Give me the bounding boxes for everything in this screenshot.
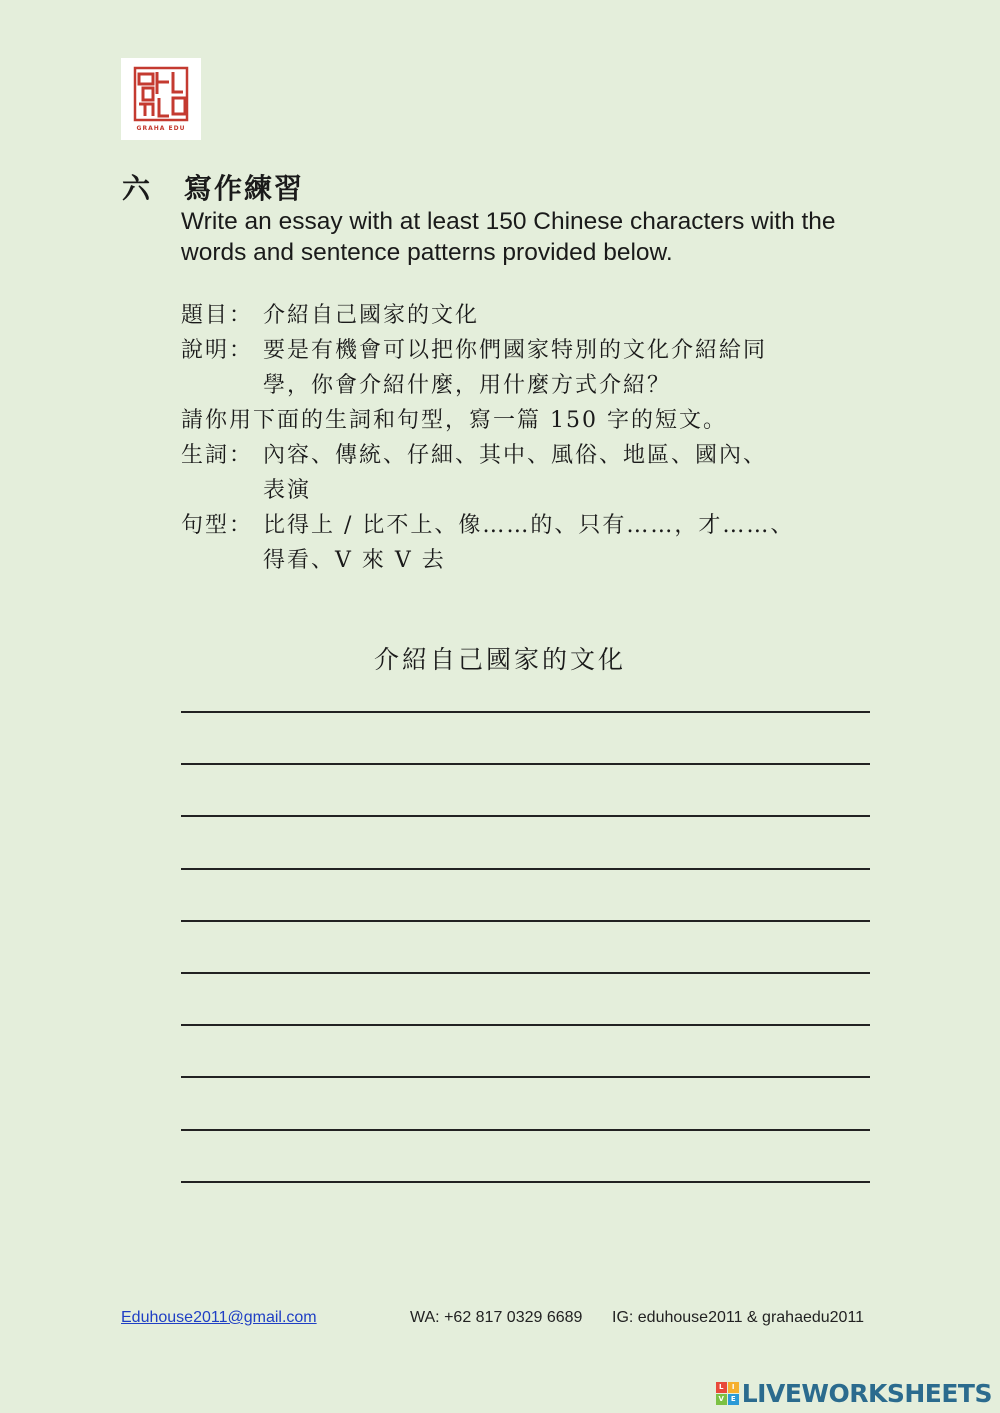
essay-title: 介紹自己國家的文化 — [373, 645, 626, 674]
liveworksheets-watermark — [716, 1377, 992, 1409]
instagram-contact: IG: eduhouse2011 & grahaedu2011 — [612, 1309, 865, 1326]
writing-line[interactable] — [181, 1181, 870, 1183]
topic-value: 介紹自己國家的文化 — [263, 303, 480, 328]
liveworksheets-mark-letter: E — [728, 1394, 739, 1405]
writing-line[interactable] — [181, 1024, 870, 1026]
logo-caption: GRAHA EDU — [136, 125, 186, 132]
whatsapp-contact: WA: +62 817 0329 6689 — [410, 1309, 583, 1326]
writing-line[interactable] — [181, 1129, 870, 1131]
task-text: 請你用下面的生詞和句型，寫一篇 150 字的短文。 — [181, 408, 727, 433]
email-link[interactable]: Eduhouse2011@gmail.com — [121, 1309, 317, 1326]
vocabulary-label: 生詞： — [181, 443, 254, 468]
writing-line[interactable] — [181, 868, 870, 870]
liveworksheets-mark-letter: I — [728, 1382, 739, 1393]
liveworksheets-text: LIVEWORKSHEETS — [741, 1378, 992, 1408]
patterns-label: 句型： — [181, 513, 254, 538]
liveworksheets-mark-letter: V — [716, 1394, 727, 1405]
section-title: 寫作練習 — [184, 172, 305, 205]
instruction-text: Write an essay with at least 150 Chinese characters with the words and sentence patterns provided below. — [181, 208, 836, 266]
patterns-line: 比得上 / 比不上、像……的、只有……，才……、 — [263, 513, 795, 538]
writing-line[interactable] — [181, 815, 870, 817]
liveworksheets-mark-letter: L — [716, 1382, 727, 1393]
task-row — [181, 403, 727, 438]
writing-line[interactable] — [181, 972, 870, 974]
writing-line[interactable] — [181, 920, 870, 922]
vocabulary-line: 表演 — [263, 478, 312, 503]
writing-line[interactable] — [181, 763, 870, 765]
seal-logo-icon — [121, 58, 201, 140]
writing-line[interactable] — [181, 1076, 870, 1078]
explanation-line: 要是有機會可以把你們國家特別的文化介紹給同 — [263, 338, 768, 363]
liveworksheets-logo-icon — [716, 1382, 739, 1405]
section-number: 六 — [122, 172, 151, 205]
explanation-label: 說明： — [181, 338, 254, 363]
patterns-row — [181, 508, 843, 578]
topic-label: 題目： — [181, 303, 254, 328]
explanation-line: 學，你會介紹什麼，用什麼方式介紹？ — [263, 373, 672, 398]
vocabulary-line: 內容、傳統、仔細、其中、風俗、地區、國內、 — [263, 443, 768, 468]
vocabulary-row — [181, 438, 843, 508]
topic-row — [181, 298, 843, 333]
patterns-line: 得看、V 來 V 去 — [263, 548, 446, 573]
writing-line[interactable] — [181, 711, 870, 713]
explanation-row — [181, 333, 843, 403]
